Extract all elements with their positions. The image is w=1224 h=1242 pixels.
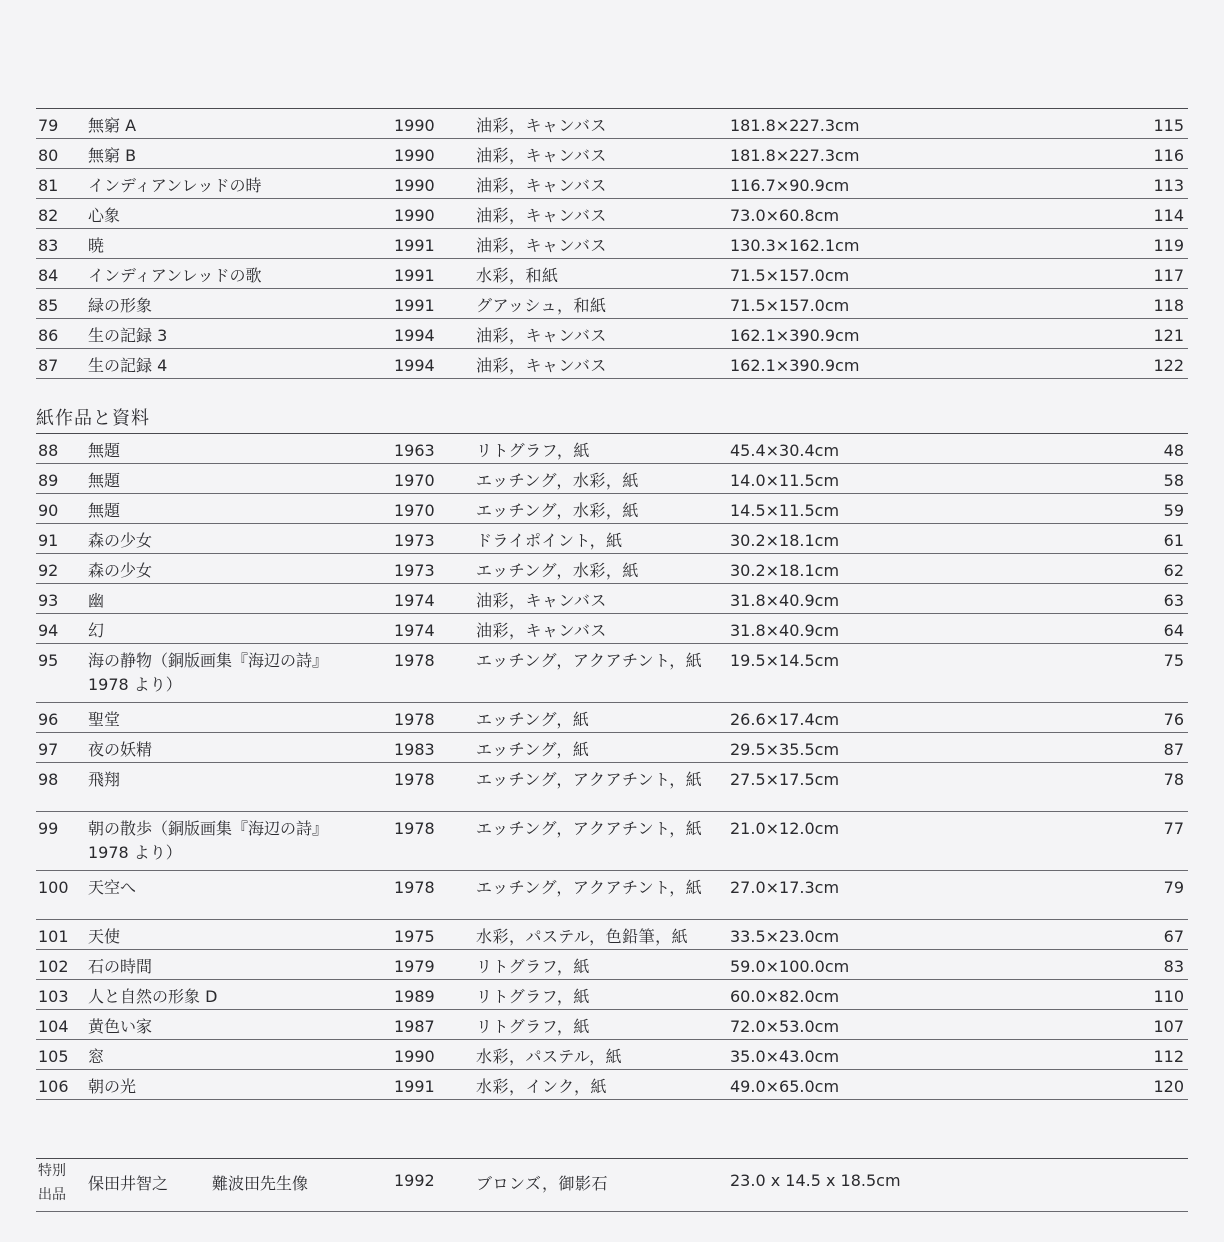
table-row — [36, 871, 1188, 920]
work-title: インディアンレッドの時 — [88, 176, 262, 195]
work-page: 113 — [1153, 176, 1184, 195]
work-year: 1991 — [394, 1077, 435, 1096]
work-page: 119 — [1153, 236, 1184, 255]
work-year: 1989 — [394, 987, 435, 1006]
work-title: 天使 — [88, 927, 121, 946]
work-medium: エッチング，アクアチント，紙 — [476, 770, 703, 789]
work-medium: 油彩，キャンバス — [476, 116, 607, 135]
work-year: 1963 — [394, 441, 435, 460]
work-medium: 油彩，キャンバス — [476, 591, 607, 610]
work-number: 90 — [38, 501, 59, 520]
work-page: 114 — [1153, 206, 1184, 225]
table-row — [36, 319, 1188, 349]
work-size: 30.2×18.1cm — [730, 561, 840, 580]
work-medium: 油彩，キャンバス — [476, 146, 607, 165]
work-title: 無窮 B — [88, 146, 137, 165]
work-number: 82 — [38, 206, 59, 225]
work-title: 森の少女 — [88, 561, 153, 580]
work-title: 夜の妖精 — [88, 740, 153, 759]
work-page: 120 — [1153, 1077, 1184, 1096]
table-row — [36, 259, 1188, 289]
work-title: 無題 — [88, 471, 121, 490]
work-year: 1973 — [394, 531, 435, 550]
work-medium: エッチング，アクアチント，紙 — [476, 819, 703, 838]
work-medium: 油彩，キャンバス — [476, 326, 607, 345]
work-title: 生の記録 4 — [88, 356, 168, 375]
section-heading: 紙作品と資料 — [36, 408, 150, 429]
table-row — [36, 1070, 1188, 1100]
work-medium: 水彩，パステル，色鉛筆，紙 — [476, 927, 689, 946]
special-label-line1: 特別 — [38, 1163, 66, 1179]
work-page: 48 — [1163, 441, 1184, 460]
work-size: 130.3×162.1cm — [730, 236, 860, 255]
work-title: 天空へ — [88, 878, 137, 897]
work-page: 117 — [1153, 266, 1184, 285]
work-medium: エッチング，紙 — [476, 740, 590, 759]
work-year: 1978 — [394, 770, 435, 789]
table-row — [36, 980, 1188, 1010]
work-size: 73.0×60.8cm — [730, 206, 840, 225]
works-table-2 — [36, 433, 1188, 1100]
work-number: 105 — [38, 1047, 69, 1066]
special-exhibit-row — [36, 1158, 1188, 1212]
work-title-line2: 1978 より） — [88, 843, 182, 862]
work-title: 心象 — [88, 206, 121, 225]
work-title: 海の静物（銅版画集『海辺の詩』 — [88, 651, 329, 670]
work-medium: エッチング，水彩，紙 — [476, 471, 639, 490]
work-title: 生の記録 3 — [88, 326, 168, 345]
work-page: 116 — [1153, 146, 1184, 165]
work-page: 118 — [1153, 296, 1184, 315]
special-artist: 保田井智之 — [88, 1174, 169, 1193]
work-title: 幽 — [88, 591, 105, 610]
work-page: 79 — [1163, 878, 1184, 897]
work-number: 91 — [38, 531, 59, 550]
table-row — [36, 139, 1188, 169]
work-page: 87 — [1163, 740, 1184, 759]
work-medium: エッチング，水彩，紙 — [476, 501, 639, 520]
table-row — [36, 464, 1188, 494]
work-page: 78 — [1163, 770, 1184, 789]
work-size: 21.0×12.0cm — [730, 819, 840, 838]
table-row — [36, 950, 1188, 980]
work-number: 95 — [38, 651, 59, 670]
table-row — [36, 199, 1188, 229]
work-title: 無題 — [88, 501, 121, 520]
work-size: 14.5×11.5cm — [730, 501, 840, 520]
work-medium: エッチング，紙 — [476, 710, 590, 729]
work-medium: ドライポイント，紙 — [476, 531, 623, 550]
work-medium: 油彩，キャンバス — [476, 176, 607, 195]
works-table-1 — [36, 108, 1188, 379]
work-size: 162.1×390.9cm — [730, 326, 860, 345]
work-size: 27.5×17.5cm — [730, 770, 840, 789]
work-page: 112 — [1153, 1047, 1184, 1066]
special-label — [38, 1159, 66, 1207]
work-size: 71.5×157.0cm — [730, 296, 850, 315]
work-title: 朝の光 — [88, 1077, 137, 1096]
work-year: 1979 — [394, 957, 435, 976]
work-number: 86 — [38, 326, 59, 345]
work-medium: エッチング，アクアチント，紙 — [476, 878, 703, 897]
work-year: 1978 — [394, 710, 435, 729]
work-number: 99 — [38, 819, 59, 838]
work-title: 森の少女 — [88, 531, 153, 550]
work-number: 85 — [38, 296, 59, 315]
work-medium: グアッシュ，和紙 — [476, 296, 607, 315]
work-title: 緑の形象 — [88, 296, 153, 315]
work-number: 94 — [38, 621, 59, 640]
work-year: 1990 — [394, 176, 435, 195]
work-size: 181.8×227.3cm — [730, 116, 860, 135]
work-year: 1978 — [394, 651, 435, 670]
work-number: 106 — [38, 1077, 69, 1096]
work-medium: 油彩，キャンバス — [476, 236, 607, 255]
work-year: 1978 — [394, 819, 435, 838]
work-size: 181.8×227.3cm — [730, 146, 860, 165]
work-year: 1991 — [394, 266, 435, 285]
table-row — [36, 1040, 1188, 1070]
special-size: 23.0 x 14.5 x 18.5cm — [730, 1171, 901, 1190]
work-year: 1990 — [394, 146, 435, 165]
work-size: 49.0×65.0cm — [730, 1077, 840, 1096]
work-number: 92 — [38, 561, 59, 580]
table-row — [36, 763, 1188, 812]
work-number: 102 — [38, 957, 69, 976]
work-size: 31.8×40.9cm — [730, 621, 840, 640]
work-title: インディアンレッドの歌 — [88, 266, 262, 285]
work-year: 1974 — [394, 591, 435, 610]
work-title: 朝の散歩（銅版画集『海辺の詩』 — [88, 819, 329, 838]
work-year: 1990 — [394, 206, 435, 225]
work-year: 1994 — [394, 356, 435, 375]
work-year: 1991 — [394, 236, 435, 255]
special-work-title: 難波田先生像 — [212, 1174, 309, 1193]
work-title: 幻 — [88, 621, 105, 640]
work-page: 62 — [1163, 561, 1184, 580]
work-size: 14.0×11.5cm — [730, 471, 840, 490]
work-year: 1983 — [394, 740, 435, 759]
work-title: 石の時間 — [88, 957, 153, 976]
table-row — [36, 554, 1188, 584]
work-title: 暁 — [88, 236, 105, 255]
work-title: 無題 — [88, 441, 121, 460]
work-page: 63 — [1163, 591, 1184, 610]
work-number: 93 — [38, 591, 59, 610]
work-page: 64 — [1163, 621, 1184, 640]
work-year: 1974 — [394, 621, 435, 640]
work-medium: 油彩，キャンバス — [476, 621, 607, 640]
work-number: 83 — [38, 236, 59, 255]
table-row — [36, 614, 1188, 644]
work-title: 窓 — [88, 1047, 105, 1066]
works-table-2-body — [36, 434, 1188, 1100]
work-number: 98 — [38, 770, 59, 789]
work-number: 87 — [38, 356, 59, 375]
work-size: 162.1×390.9cm — [730, 356, 860, 375]
work-medium: 水彩，パステル，紙 — [476, 1047, 623, 1066]
work-year: 1970 — [394, 471, 435, 490]
work-page: 115 — [1153, 116, 1184, 135]
work-year: 1978 — [394, 878, 435, 897]
work-title: 聖堂 — [88, 710, 121, 729]
work-page: 67 — [1163, 927, 1184, 946]
works-table-1-body — [36, 109, 1188, 379]
work-size: 19.5×14.5cm — [730, 651, 840, 670]
work-size: 71.5×157.0cm — [730, 266, 850, 285]
work-year: 1975 — [394, 927, 435, 946]
work-size: 30.2×18.1cm — [730, 531, 840, 550]
special-year: 1992 — [394, 1171, 435, 1190]
work-medium: 油彩，キャンバス — [476, 206, 607, 225]
work-year: 1973 — [394, 561, 435, 580]
work-year: 1990 — [394, 1047, 435, 1066]
table-row — [36, 644, 1188, 703]
work-title: 飛翔 — [88, 770, 121, 789]
work-number: 84 — [38, 266, 59, 285]
work-page: 77 — [1163, 819, 1184, 838]
work-medium: 水彩，和紙 — [476, 266, 559, 285]
work-size: 72.0×53.0cm — [730, 1017, 840, 1036]
work-medium: エッチング，アクアチント，紙 — [476, 651, 703, 670]
work-title-line2: 1978 より） — [88, 675, 182, 694]
work-size: 60.0×82.0cm — [730, 987, 840, 1006]
work-medium: リトグラフ，紙 — [476, 957, 590, 976]
work-title: 人と自然の形象 D — [88, 987, 218, 1006]
work-page: 107 — [1153, 1017, 1184, 1036]
table-row — [36, 1010, 1188, 1040]
work-year: 1987 — [394, 1017, 435, 1036]
table-row — [36, 349, 1188, 379]
table-row — [36, 812, 1188, 871]
work-number: 89 — [38, 471, 59, 490]
work-number: 101 — [38, 927, 69, 946]
work-size: 31.8×40.9cm — [730, 591, 840, 610]
special-label-line2: 出品 — [38, 1187, 66, 1203]
work-size: 59.0×100.0cm — [730, 957, 850, 976]
work-size: 45.4×30.4cm — [730, 441, 840, 460]
table-row — [36, 229, 1188, 259]
work-medium: リトグラフ，紙 — [476, 1017, 590, 1036]
work-page: 59 — [1163, 501, 1184, 520]
work-title: 無窮 A — [88, 116, 137, 135]
table-row — [36, 584, 1188, 614]
special-medium: ブロンズ，御影石 — [476, 1174, 609, 1193]
work-number: 104 — [38, 1017, 69, 1036]
work-page: 110 — [1153, 987, 1184, 1006]
table-row — [36, 524, 1188, 554]
work-size: 26.6×17.4cm — [730, 710, 840, 729]
work-year: 1970 — [394, 501, 435, 520]
work-number: 81 — [38, 176, 59, 195]
work-medium: 水彩，インク，紙 — [476, 1077, 608, 1096]
work-number: 79 — [38, 116, 59, 135]
work-page: 58 — [1163, 471, 1184, 490]
work-size: 27.0×17.3cm — [730, 878, 840, 897]
work-page: 122 — [1153, 356, 1184, 375]
work-medium: リトグラフ，紙 — [476, 441, 590, 460]
table-row — [36, 109, 1188, 139]
work-page: 76 — [1163, 710, 1184, 729]
table-row — [36, 289, 1188, 319]
work-page: 121 — [1153, 326, 1184, 345]
work-size: 29.5×35.5cm — [730, 740, 840, 759]
work-page: 75 — [1163, 651, 1184, 670]
work-number: 96 — [38, 710, 59, 729]
table-row — [36, 494, 1188, 524]
work-number: 97 — [38, 740, 59, 759]
work-size: 33.5×23.0cm — [730, 927, 840, 946]
table-row — [36, 434, 1188, 464]
work-number: 103 — [38, 987, 69, 1006]
work-page: 83 — [1163, 957, 1184, 976]
work-number: 100 — [38, 878, 69, 897]
table-row — [36, 733, 1188, 763]
work-year: 1994 — [394, 326, 435, 345]
work-page: 61 — [1163, 531, 1184, 550]
work-medium: エッチング，水彩，紙 — [476, 561, 639, 580]
work-medium: 油彩，キャンバス — [476, 356, 607, 375]
work-number: 80 — [38, 146, 59, 165]
work-medium: リトグラフ，紙 — [476, 987, 590, 1006]
work-title: 黄色い家 — [88, 1017, 153, 1036]
table-row — [36, 169, 1188, 199]
work-size: 35.0×43.0cm — [730, 1047, 840, 1066]
work-number: 88 — [38, 441, 59, 460]
work-year: 1991 — [394, 296, 435, 315]
table-row — [36, 920, 1188, 950]
work-year: 1990 — [394, 116, 435, 135]
work-size: 116.7×90.9cm — [730, 176, 850, 195]
table-row — [36, 703, 1188, 733]
